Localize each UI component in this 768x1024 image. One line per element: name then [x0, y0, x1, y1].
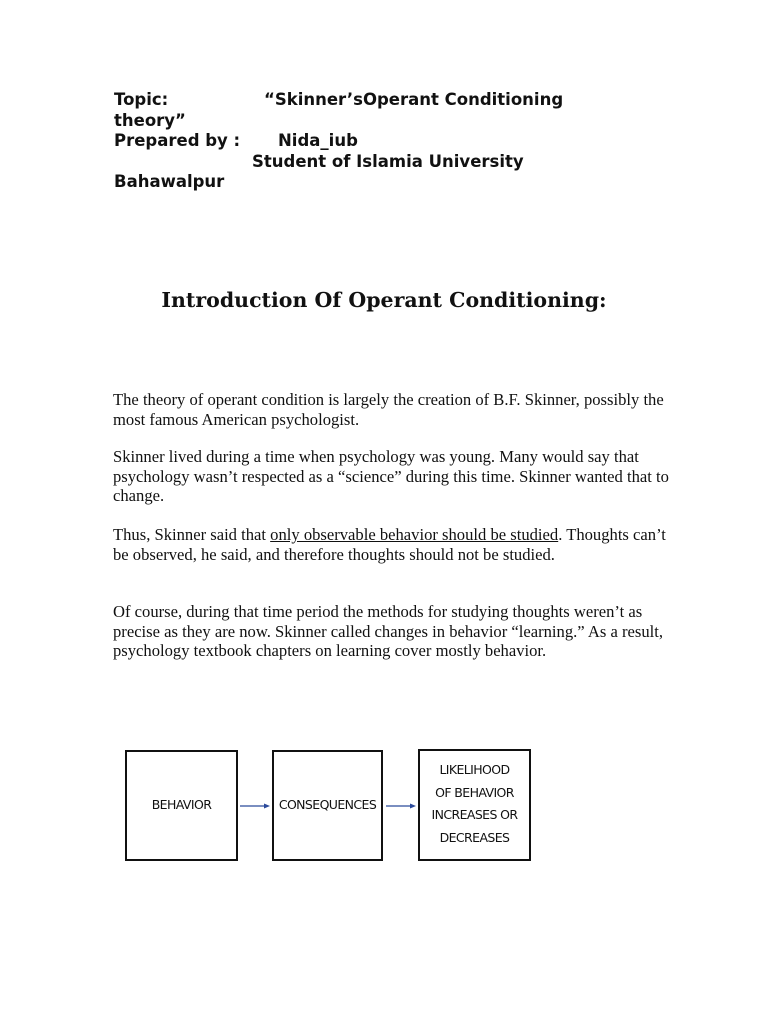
paragraph-4: Of course, during that time period the methods for studying thoughts weren’t as precise as they are now. Skinner called changes in behavior “learning.” As a result, psychology textbook chapters on learning cover mostly behavior. — [113, 602, 663, 661]
affiliation: Student of Islamia University — [252, 151, 524, 171]
topic-label: Topic: — [114, 90, 169, 109]
prepared-by-line — [114, 131, 634, 152]
behavior-box — [125, 750, 238, 861]
topic-continuation — [114, 111, 634, 132]
paragraph-3 — [113, 525, 673, 564]
likelihood-box — [418, 749, 531, 861]
city: Bahawalpur — [114, 172, 225, 191]
topic-value: “Skinner’sOperant Conditioning — [264, 90, 564, 109]
paragraph-3-start: Thus, Skinner said that — [113, 525, 271, 544]
paragraph-2: Skinner lived during a time when psychology was young. Many would say that psychology wasn’t respected as a “science” during this time. Skinner wanted that to change. — [113, 447, 669, 506]
section-title: Introduction Of Operant Conditioning: — [161, 288, 607, 312]
prepared-by-label: Prepared by : — [114, 131, 241, 150]
likelihood-label: LIKELIHOOD OF BEHAVIOR INCREASES OR DECREASES — [431, 762, 518, 845]
topic-value-continued: theory” — [114, 110, 186, 130]
city-line — [114, 172, 634, 193]
paragraph-1: The theory of operant condition is largely the creation of B.F. Skinner, possibly the most famous American psychologist. — [113, 390, 664, 429]
paragraph-3-end: . Thoughts can’t be observed, he said, and therefore thoughts should not be studied. — [113, 525, 666, 564]
behavior-label: BEHAVIOR — [151, 797, 212, 813]
author-name: Nida_iub — [278, 131, 358, 150]
consequences-box — [272, 750, 383, 861]
underlined-phrase: only observable behavior should be studied — [270, 525, 559, 544]
affiliation-line — [114, 152, 634, 173]
arrow-right-icon — [386, 804, 416, 809]
arrow-right-icon — [240, 804, 270, 809]
topic-line — [114, 90, 634, 111]
consequences-label: CONSEQUENCES — [278, 797, 377, 813]
document-header — [114, 90, 634, 193]
